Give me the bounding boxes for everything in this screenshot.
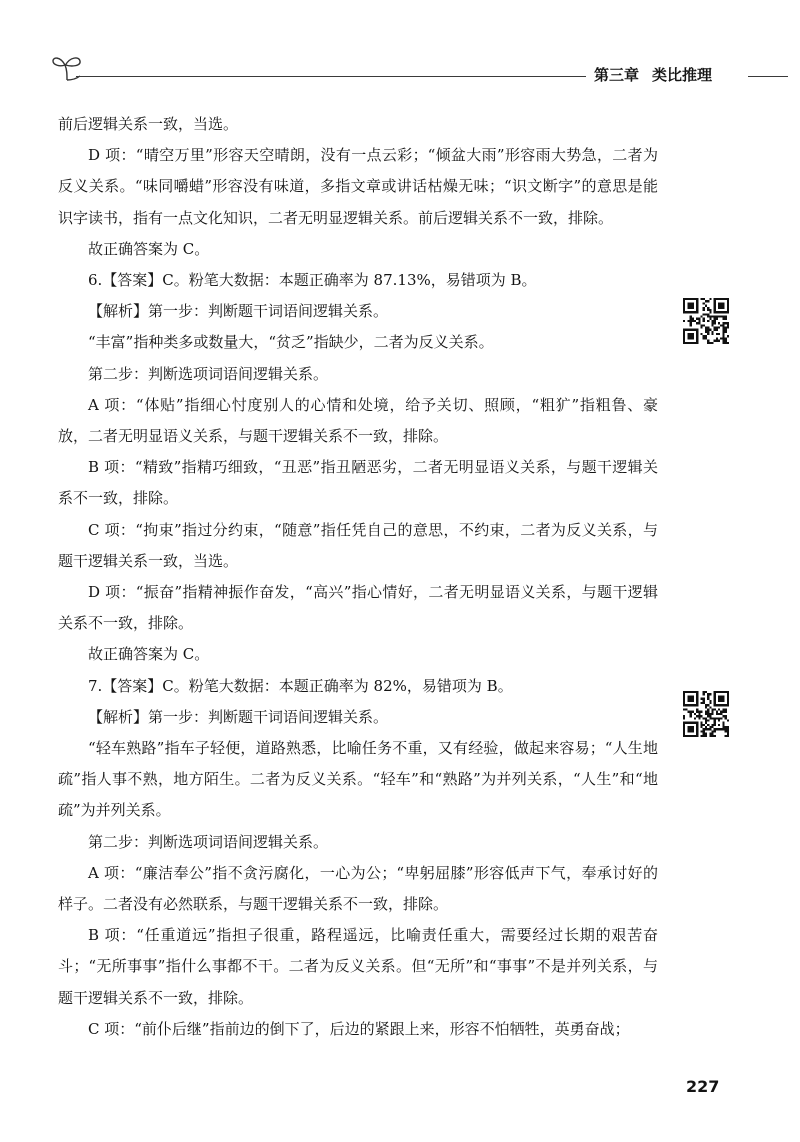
paragraph: B 项：“精致”指精巧细致，“丑恶”指丑陋恶劣，二者无明显语义关系，与题干逻辑关系不一致，排除。 [58, 458, 658, 508]
page-number: 227 [686, 1077, 720, 1096]
paragraph: 【解析】第一步：判断题干词语间逻辑关系。 [88, 707, 389, 726]
paragraph: A 项：“廉洁奉公”指不贪污腐化，一心为公；“卑躬屈膝”形容低声下气，奉承讨好的样子。二者没有必然联系，与题干逻辑关系不一致，排除。 [58, 863, 658, 914]
header-title: 类比推理 [652, 66, 713, 84]
running-header [594, 64, 712, 86]
paragraph: A 项：“体贴”指细心忖度别人的心情和处境，给予关切、照顾，“粗犷”指粗鲁、豪放，二者无明显语义关系，与题干逻辑关系不一致，排除。 [58, 395, 658, 446]
paragraph: 6.【答案】C。粉笔大数据：本题正确率为 87.13%，易错项为 B。 [88, 271, 537, 290]
header-rule [76, 76, 586, 77]
qr-code-icon[interactable] [683, 691, 729, 737]
paragraph: C 项：“拘束”指过分约束，“随意”指任凭自己的意思，不约束，二者为反义关系，与题干逻辑关系一致，当选。 [58, 520, 658, 570]
paragraph: “丰富”指种类多或数量大，“贫乏”指缺少，二者为反义关系。 [88, 333, 494, 352]
paragraph: C 项：“前仆后继”指前边的倒下了，后边的紧跟上来，形容不怕牺牲，英勇奋战； [88, 1019, 630, 1038]
paragraph: B 项：“任重道远”指担子很重，路程遥远，比喻责任重大，需要经过长期的艰苦奋斗；“无所事事”指什么事都不干。二者为反义关系。但“无所”和“事事”不是并列关系，与题干逻辑关系不一致，排除。 [58, 926, 658, 1007]
paragraph: 【解析】第一步：判断题干词语间逻辑关系。 [88, 302, 389, 321]
paragraph: 故正确答案为 C。 [88, 239, 210, 258]
paragraph: D 项：“晴空万里”形容天空晴朗，没有一点云彩；“倾盆大雨”形容雨大势急，二者为反义关系。“味同嚼蜡”形容没有味道，多指文章或讲话枯燥无味；“识文断字”的意思是能识字读书，指有一点文化知识，二者无明显逻辑关系。前后逻辑关系不一致，排除。 [58, 146, 658, 227]
header-chapter: 第三章 [594, 66, 640, 84]
paragraph: 7.【答案】C。粉笔大数据：本题正确率为 82%，易错项为 B。 [88, 676, 513, 695]
page-body [58, 109, 658, 1045]
qr-code-icon[interactable] [683, 298, 729, 344]
sprout-icon [50, 52, 84, 82]
paragraph: “轻车熟路”指车子轻便，道路熟悉，比喻任务不重，又有经验，做起来容易；“人生地疏”指人事不熟，地方陌生。二者为反义关系。“轻车”和“熟路”为并列关系，“人生”和“地疏”为并列关系。 [58, 739, 658, 820]
header-rule-tail [748, 76, 788, 77]
paragraph: 前后逻辑关系一致，当选。 [58, 115, 239, 133]
paragraph: 第二步：判断选项词语间逻辑关系。 [88, 832, 329, 851]
paragraph: D 项：“振奋”指精神振作奋发，“高兴”指心情好，二者无明显语义关系，与题干逻辑关系不一致，排除。 [58, 583, 658, 633]
paragraph: 第二步：判断选项词语间逻辑关系。 [88, 364, 329, 383]
paragraph: 故正确答案为 C。 [88, 645, 210, 664]
